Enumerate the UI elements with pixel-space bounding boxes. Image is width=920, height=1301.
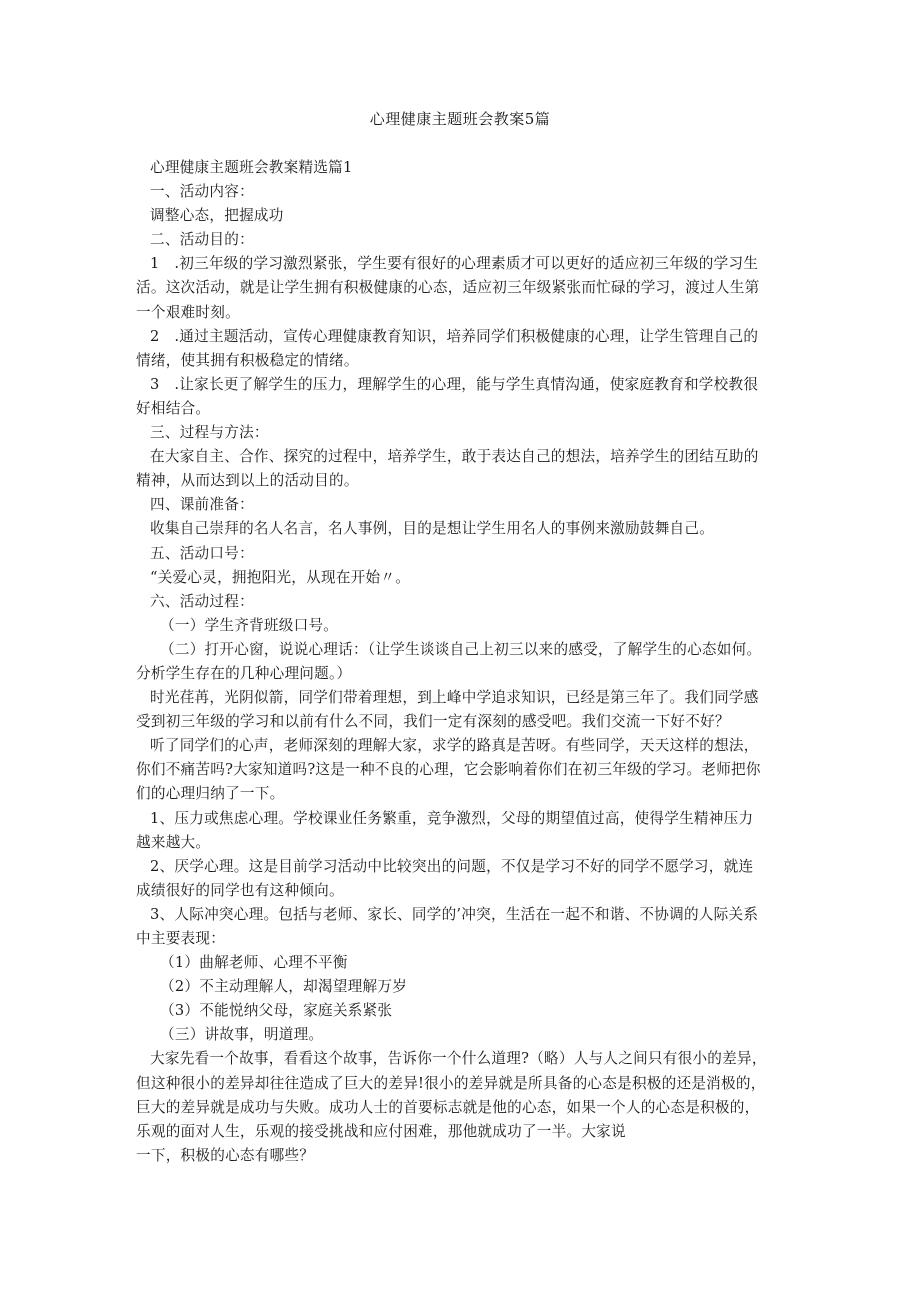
- body-line: 3、人际冲突心理。包括与老师、家长、同学的’冲突，生活在一起不和谐、不协调的人际关系: [150, 905, 759, 923]
- body-line: 越来越大。: [136, 833, 211, 851]
- body-line: 活。这次活动，就是让学生拥有积极健康的心态，适应初三年级紧张而忙碌的学习，渡过人生第: [136, 279, 760, 297]
- body-line: （三）讲故事，明道理。: [160, 1026, 324, 1044]
- body-line: 心理健康主题班会教案精选篇1: [150, 159, 353, 176]
- body-line: 2 .通过主题活动，宣传心理健康教育知识，培养同学们积极健康的心理，让学生管理自己的: [150, 327, 759, 345]
- body-line: 情绪，使其拥有积极稳定的情绪。: [136, 351, 359, 369]
- body-line: 三、过程与方法：: [150, 424, 269, 442]
- body-line: 但这种很小的差异却往往造成了巨大的差异!很小的差异就是所具备的心态是积极的还是消极的，: [136, 1074, 766, 1092]
- body-line: 一个艰难时刻。: [136, 303, 240, 321]
- body-line: 好相结合。: [136, 399, 211, 417]
- body-line: 成绩很好的同学也有这种倾向。: [136, 881, 344, 899]
- body-line: （2）不主动理解人，却渴望理解万岁: [160, 978, 408, 996]
- body-line: 听了同学们的心声，老师深刻的理解大家，求学的路真是苦呀。有些同学，天天这样的想法，: [150, 737, 759, 755]
- body-line: 精神，从而达到以上的活动目的。: [136, 472, 359, 490]
- document-body: [136, 156, 800, 1168]
- body-line: （一）学生齐背班级口号。: [160, 616, 339, 634]
- body-line: 大家先看一个故事，看看这个故事，告诉你一个什么道理?（略）人与人之间只有很小的差异，: [150, 1050, 767, 1068]
- body-line: 四、课前准备：: [150, 496, 254, 514]
- document-title: 心理健康主题班会教案5篇: [369, 110, 551, 128]
- body-line: 3 .让家长更了解学生的压力，理解学生的心理，能与学生真情沟通，使家庭教育和学校教很: [150, 375, 759, 393]
- body-line: 二、活动目的：: [150, 231, 254, 249]
- body-line: （1）曲解老师、心理不平衡: [160, 954, 348, 972]
- body-line: 2、厌学心理。这是目前学习活动中比较突出的问题，不仅是学习不好的同学不愿学习，就连: [150, 857, 754, 875]
- body-line: 乐观的面对人生，乐观的接受挑战和应付困难，那他就成功了一半。大家说: [136, 1122, 626, 1140]
- body-line: 时光荏苒，光阴似箭，同学们带着理想，到上峰中学追求知识，已经是第三年了。我们同学感: [150, 689, 759, 707]
- body-line: 你们不痛苦吗?大家知道吗?这是一种不良的心理，它会影响着你们在初三年级的学习。老师把你: [136, 761, 761, 779]
- body-line: 收集自己崇拜的名人名言，名人事例，目的是想让学生用名人的事例来激励鼓舞自己。: [150, 520, 715, 538]
- body-line: 1 .初三年级的学习激烈紧张，学生要有很好的心理素质才可以更好的适应初三年级的学习生: [150, 255, 759, 273]
- body-line: 受到初三年级的学习和以前有什么不同，我们一定有深刻的感受吧。我们交流一下好不好？: [136, 713, 730, 731]
- body-line: 中主要表现：: [136, 930, 226, 947]
- body-line: 巨大的差异就是成功与失败。成功人士的首要标志就是他的心态，如果一个人的心态是积极的，: [136, 1098, 760, 1116]
- body-line: 一、活动内容：: [150, 183, 254, 201]
- body-line: 在大家自主、合作、探究的过程中，培养学生，敢于表达自己的想法，培养学生的团结互助的: [150, 448, 759, 466]
- body-line: 1、压力或焦虑心理。学校课业任务繁重，竞争激烈，父母的期望值过高，使得学生精神压力: [150, 809, 754, 827]
- body-line: （二）打开心窗，说说心理话：（让学生谈谈自己上初三以来的感受，了解学生的心态如何。: [160, 640, 762, 658]
- body-line: 六、活动过程：: [150, 592, 254, 610]
- body-line: 分析学生存在的几种心理问题。）: [136, 664, 352, 682]
- body-line: 调整心态，把握成功: [150, 207, 284, 225]
- body-line: 五、活动口号：: [150, 544, 254, 562]
- body-line: 一下，积极的心态有哪些？: [136, 1146, 315, 1164]
- body-line: （3）不能悦纳父母，家庭关系紧张: [160, 1002, 393, 1020]
- body-line: “关爱心灵，拥抱阳光，从现在开始〃。: [150, 568, 411, 586]
- body-line: 们的心理归纳了一下。: [136, 785, 285, 803]
